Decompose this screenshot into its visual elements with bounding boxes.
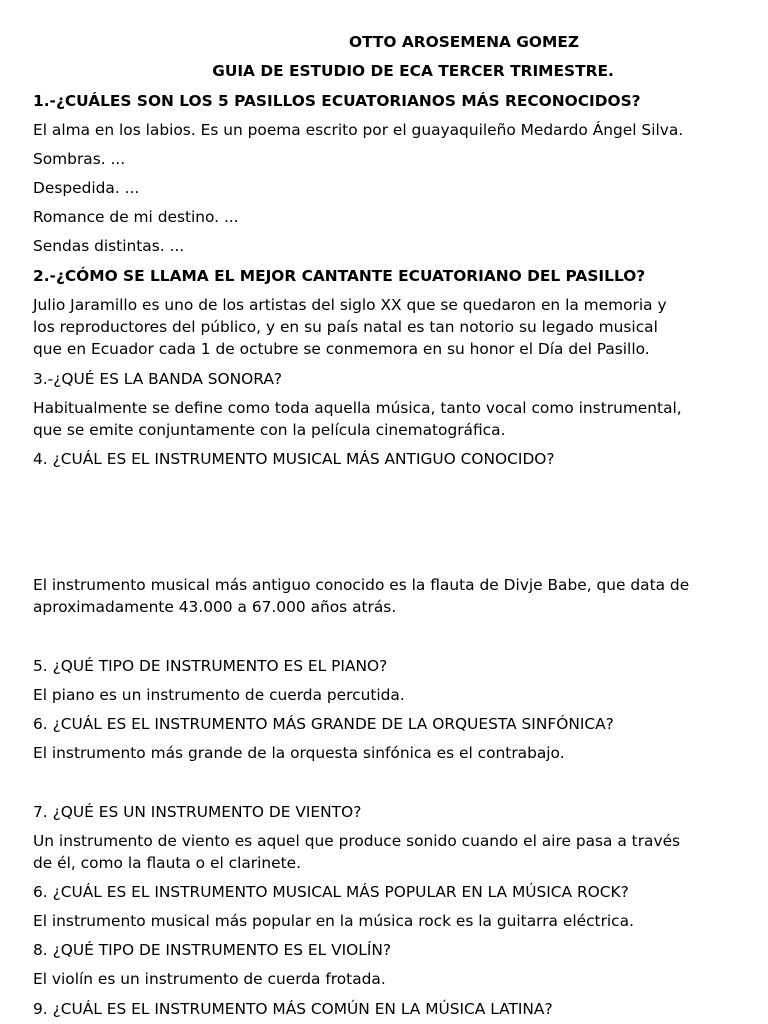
answer-1-item: Romance de mi destino. ... [33, 208, 239, 226]
answer-8: El violín es un instrumento de cuerda frotada. [33, 970, 386, 988]
answer-2-line: Julio Jaramillo es uno de los artistas del siglo XX que se quedaron en la memoria y [33, 296, 667, 314]
question-5: 5. ¿QUÉ TIPO DE INSTRUMENTO ES EL PIANO? [33, 657, 388, 675]
answer-1-item: El alma en los labios. Es un poema escrito por el guayaquileño Medardo Ángel Silva. [33, 121, 684, 139]
document-title: GUIA DE ESTUDIO DE ECA TERCER TRIMESTRE. [212, 62, 614, 80]
answer-6a: El instrumento más grande de la orquesta sinfónica es el contrabajo. [33, 744, 565, 762]
author-name: OTTO AROSEMENA GOMEZ [348, 33, 579, 51]
question-2: 2.-¿CÓMO SE LLAMA EL MEJOR CANTANTE ECUATORIANO DEL PASILLO? [33, 267, 646, 285]
answer-6b: El instrumento musical más popular en la música rock es la guitarra eléctrica. [33, 912, 634, 930]
answer-1-item: Sendas distintas. ... [33, 237, 185, 255]
answer-3-line: Habitualmente se define como toda aquella música, tanto vocal como instrumental, [33, 399, 682, 417]
answer-4-line: El instrumento musical más antiguo conocido es la flauta de Divje Babe, que data de [33, 576, 690, 594]
question-4: 4. ¿CUÁL ES EL INSTRUMENTO MUSICAL MÁS ANTIGUO CONOCIDO? [33, 450, 555, 468]
question-7: 7. ¿QUÉ ES UN INSTRUMENTO DE VIENTO? [33, 803, 362, 821]
answer-2-line: que en Ecuador cada 1 de octubre se conmemora en su honor el Día del Pasillo. [33, 340, 650, 358]
answer-1-item: Despedida. ... [33, 179, 140, 197]
answer-7-line: de él, como la flauta o el clarinete. [33, 854, 302, 872]
question-3: 3.-¿QUÉ ES LA BANDA SONORA? [33, 370, 283, 388]
question-1: 1.-¿CUÁLES SON LOS 5 PASILLOS ECUATORIANOS MÁS RECONOCIDOS? [33, 92, 641, 110]
question-8: 8. ¿QUÉ TIPO DE INSTRUMENTO ES EL VIOLÍN? [33, 941, 392, 959]
answer-2-line: los reproductores del público, y en su país natal es tan notorio su legado musical [33, 318, 658, 336]
answer-1-item: Sombras. ... [33, 150, 126, 168]
question-6b: 6. ¿CUÁL ES EL INSTRUMENTO MUSICAL MÁS POPULAR EN LA MÚSICA ROCK? [33, 883, 629, 901]
answer-3-line: que se emite conjuntamente con la película cinematográfica. [33, 421, 506, 439]
answer-4-line: aproximadamente 43.000 a 67.000 años atrás. [33, 598, 397, 616]
question-9: 9. ¿CUÁL ES EL INSTRUMENTO MÁS COMÚN EN LA MÚSICA LATINA? [33, 1000, 553, 1018]
question-6a: 6. ¿CUÁL ES EL INSTRUMENTO MÁS GRANDE DE LA ORQUESTA SINFÓNICA? [33, 715, 614, 733]
answer-5: El piano es un instrumento de cuerda percutida. [33, 686, 405, 704]
answer-7-line: Un instrumento de viento es aquel que produce sonido cuando el aire pasa a través [33, 832, 681, 850]
